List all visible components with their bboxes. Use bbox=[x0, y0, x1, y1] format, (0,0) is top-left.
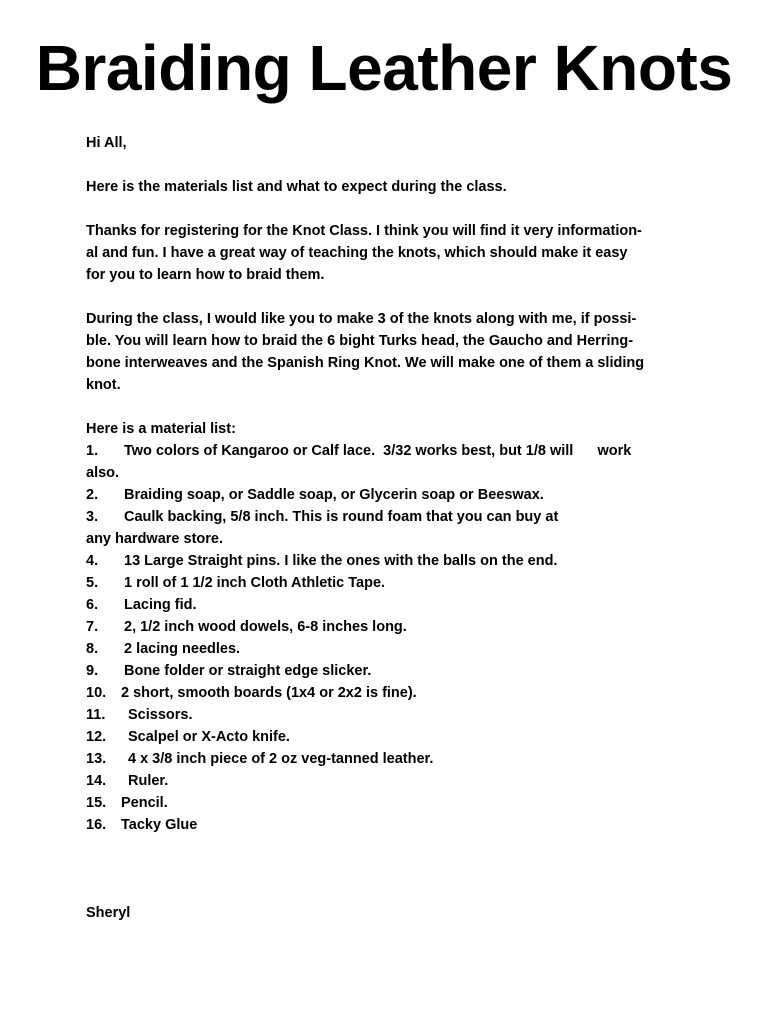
page-title: Braiding Leather Knots bbox=[35, 32, 733, 104]
list-item-text: Pencil. bbox=[121, 795, 168, 811]
list-item-number: 16. bbox=[86, 817, 107, 833]
thanks-paragraph bbox=[86, 220, 706, 286]
intro-paragraph: Here is the materials list and what to expect during the class. bbox=[86, 179, 507, 195]
list-item-number: 15. bbox=[86, 795, 107, 811]
list-item-number: 1. bbox=[86, 443, 99, 459]
paragraph-line: Thanks for registering for the Knot Class. I think you will find it very information- bbox=[86, 223, 642, 239]
list-item bbox=[86, 616, 706, 638]
list-item bbox=[86, 814, 706, 836]
list-item-number: 8. bbox=[86, 641, 99, 657]
list-item-number: 3. bbox=[86, 509, 99, 525]
list-item-number: 2. bbox=[86, 487, 99, 503]
materials-heading: Here is a material list: bbox=[86, 421, 236, 437]
list-item-text: Ruler. bbox=[128, 773, 169, 789]
list-item bbox=[86, 682, 706, 704]
list-item bbox=[86, 704, 706, 726]
signature: Sheryl bbox=[86, 905, 131, 921]
list-item bbox=[86, 594, 706, 616]
paragraph-line: bone interweaves and the Spanish Ring Knot. We will make one of them a sliding bbox=[86, 355, 645, 371]
list-item bbox=[86, 506, 706, 528]
list-item-text: Tacky Glue bbox=[121, 817, 198, 833]
list-item-text: 2, 1/2 inch wood dowels, 6-8 inches long. bbox=[124, 619, 407, 635]
list-item-text: Braiding soap, or Saddle soap, or Glycerin soap or Beeswax. bbox=[124, 487, 544, 503]
list-item-number: 5. bbox=[86, 575, 99, 591]
list-item bbox=[86, 770, 706, 792]
paragraph-line: for you to learn how to braid them. bbox=[86, 267, 325, 283]
list-item-text: 2 short, smooth boards (1x4 or 2x2 is fine). bbox=[121, 685, 417, 701]
list-item-text: Lacing fid. bbox=[124, 597, 197, 613]
list-item-number: 7. bbox=[86, 619, 99, 635]
list-item-text: Scalpel or X-Acto knife. bbox=[128, 729, 290, 745]
list-item-continuation: also. bbox=[86, 465, 120, 481]
list-item-text: 4 x 3/8 inch piece of 2 oz veg-tanned leather. bbox=[128, 751, 434, 767]
list-item-text: Scissors. bbox=[128, 707, 193, 723]
paragraph-line: ble. You will learn how to braid the 6 bight Turks head, the Gaucho and Herring- bbox=[86, 333, 634, 349]
list-item bbox=[86, 440, 706, 462]
list-item-text: Caulk backing, 5/8 inch. This is round foam that you can buy at bbox=[124, 509, 559, 525]
list-item bbox=[86, 660, 706, 682]
letter-body bbox=[86, 132, 706, 924]
paragraph-line: During the class, I would like you to make 3 of the knots along with me, if possi- bbox=[86, 311, 637, 327]
list-item-text: 1 roll of 1 1/2 inch Cloth Athletic Tape. bbox=[124, 575, 386, 591]
list-item bbox=[86, 748, 706, 770]
list-item-number: 10. bbox=[86, 685, 107, 701]
list-item-text: 2 lacing needles. bbox=[124, 641, 241, 657]
list-item-number: 9. bbox=[86, 663, 99, 679]
list-item-text: Bone folder or straight edge slicker. bbox=[124, 663, 372, 679]
list-item-text: 13 Large Straight pins. I like the ones with the balls on the end. bbox=[124, 553, 558, 569]
list-item-number: 14. bbox=[86, 773, 107, 789]
greeting: Hi All, bbox=[86, 135, 127, 151]
during-paragraph bbox=[86, 308, 706, 396]
list-item-number: 12. bbox=[86, 729, 107, 745]
list-item-number: 13. bbox=[86, 751, 107, 767]
list-item bbox=[86, 550, 706, 572]
list-item bbox=[86, 638, 706, 660]
list-item bbox=[86, 792, 706, 814]
list-item-number: 6. bbox=[86, 597, 99, 613]
list-item-continuation: any hardware store. bbox=[86, 531, 223, 547]
list-item-text: Two colors of Kangaroo or Calf lace. 3/32 works best, but 1/8 will work bbox=[124, 443, 632, 459]
list-item-number: 11. bbox=[86, 707, 106, 723]
paragraph-line: al and fun. I have a great way of teaching the knots, which should make it easy bbox=[86, 245, 628, 261]
list-item-number: 4. bbox=[86, 553, 99, 569]
paragraph-line: knot. bbox=[86, 377, 121, 393]
list-item bbox=[86, 572, 706, 594]
materials-list bbox=[86, 418, 706, 836]
list-item bbox=[86, 484, 706, 506]
list-item bbox=[86, 726, 706, 748]
